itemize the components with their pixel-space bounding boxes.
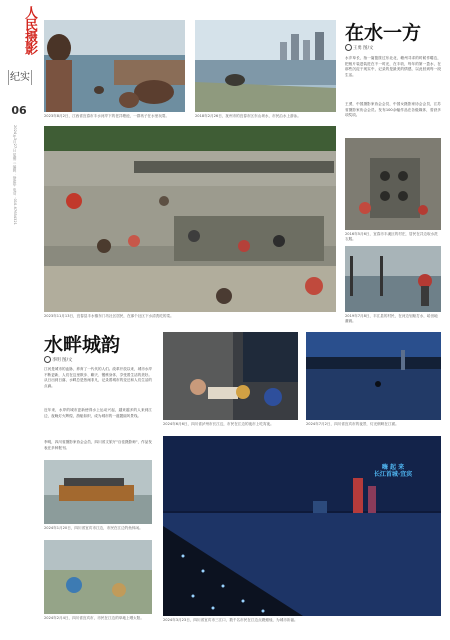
side-meta-phone: 电话：010-67654321 <box>13 187 17 225</box>
story1-title: 在水一方 <box>345 22 422 44</box>
photo-village-washing <box>44 126 336 312</box>
story2-title: 水畔城韵 <box>44 334 121 356</box>
story2-byline <box>44 356 72 363</box>
neon-sign: 嗨 起 来 长江首城·宜宾 <box>373 464 413 478</box>
photo-riverbank-rest <box>44 540 152 614</box>
story1-byline-text: 王勇 图/文 <box>353 46 374 51</box>
photo-city-waterfront <box>195 20 336 112</box>
story2-paragraph2: 近年来，水岸的城市更新使得水上运动兴起，越来越多的人来到江边，夜晚灯火辉煌，游船如织，成为城市的一道靓丽风景线。 <box>44 408 152 418</box>
story2-paragraph3: 李明，四川省摄影家协会会员，四川省文旅厅"百佳摄影师"，作品发表在多种报刊。 <box>44 440 152 450</box>
caption-2e: 2024年3月23日，四川省宜宾市三江口，数千名市民在江边点燃蜡烛，为城市祈福。 <box>163 618 298 622</box>
masthead-logo: 人民摄影 <box>22 6 37 54</box>
story2-paragraph1: 江河是城市的血脉，养育了一代代的人们。改革开放以来，城市水岸不断更新，人们在这里散步、聊天、锻炼身体，享受着生活的美好。从日出到日落，水畔总是热闹非凡，记录着城市的变迁和人们生活的点滴。 <box>44 367 152 388</box>
story1-byline <box>345 44 373 51</box>
side-meta-editor: 编辑：徐建华 <box>13 164 17 187</box>
photo-boys-swimming <box>44 20 185 112</box>
caption-b: 2018年2月26日，抚州市的宜春市区东山坝水，市民沿水上游泳。 <box>195 114 301 118</box>
caption-d: 2016年5月6日，宜春市丰溪区的村庄，居民在井边取水洗衣服。 <box>345 232 438 241</box>
story1-paragraph1: 水乡草长，抬一篱篮筐过东北北，赣州寻求的时候作曝边，把相片装进装进在不一时光，在丰收，每年的第一盈水，在那些沉淀于现实中，记录的是最美的情感，以此回到每一段生活。 <box>345 56 441 77</box>
photo-night-skyline <box>306 332 441 420</box>
photo-candle-riverside <box>163 436 441 616</box>
caption-2d: 2024年2月4日，四川省宜宾市，市民在江边的草地上晒太阳。 <box>44 616 144 620</box>
photo-wells <box>345 138 441 230</box>
story2-byline-text: 李明 图/文 <box>52 358 73 363</box>
byline-mark-icon <box>44 356 51 363</box>
caption-2b: 2024年6月6日，四川省泸州市长江边，市民在江边的夜市上吃宵夜。 <box>163 422 274 426</box>
caption-a: 2023年8月2日，江西省宜春市丰水河岸下的老井塘池，一群孩子在水里玩耍。 <box>44 114 170 118</box>
caption-2c: 2024年7月2日，四川省宜宾市的夜景，灯光倒映在江面。 <box>306 422 399 426</box>
side-meta <box>12 125 17 225</box>
side-meta-date: 2024年3月27日 星期三 <box>13 125 17 164</box>
caption-c: 2023年11月13日，宜春县丰水镇东门坊社区居民，在那个社区下水清洗吃的菜。 <box>44 314 174 318</box>
page-number: 06 <box>11 104 27 117</box>
caption-2a: 2024年1月20日，四川省宜宾市江边，市民在江边钓鱼休闲。 <box>44 526 143 530</box>
story1-paragraph2: 王勇，中国摄影家协会会员，中国女摄影家协会会员，江苏省摄影家协会会员。发布100余幅作品在各级媒体，曾获多项奖项。 <box>345 102 441 118</box>
photo-boat-fishing <box>44 460 152 524</box>
byline-mark-icon <box>345 44 352 51</box>
caption-e: 2019年7月8日，丰江县的村民，在河边划船打水，给田地灌溉。 <box>345 314 438 323</box>
section-label: 纪实 <box>10 72 30 83</box>
photo-night-market <box>163 332 298 420</box>
photo-river-boat <box>345 246 441 312</box>
